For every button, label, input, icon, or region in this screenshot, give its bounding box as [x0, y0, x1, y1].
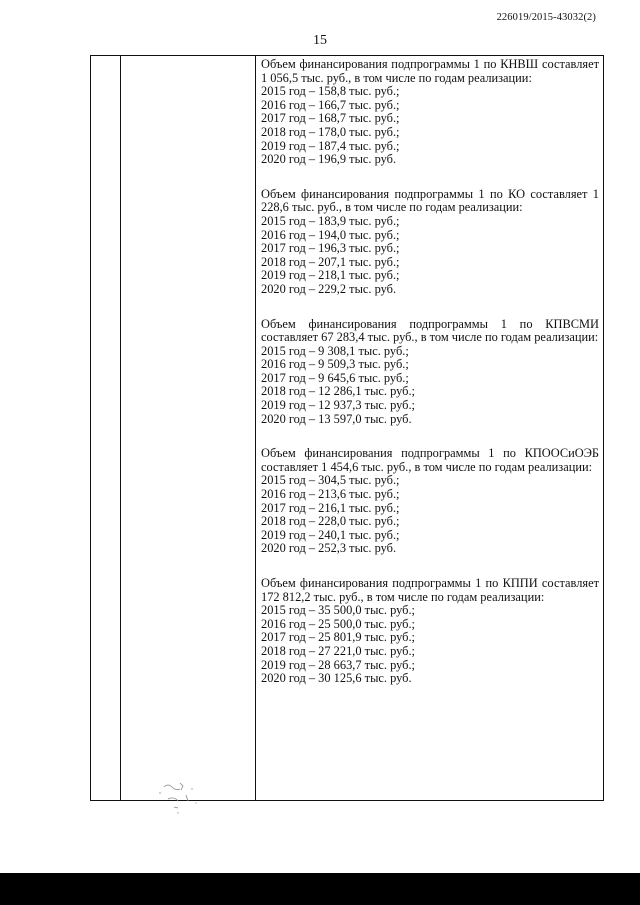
- year-line: 2020 год – 252,3 тыс. руб.: [261, 541, 397, 556]
- funding-paragraph: [261, 447, 599, 556]
- year-line: 2018 год – 228,0 тыс. руб.;: [261, 514, 400, 529]
- year-line: 2017 год – 216,1 тыс. руб.;: [261, 500, 400, 515]
- scan-border: [0, 873, 640, 905]
- year-line: 2020 год – 196,9 тыс. руб.: [261, 152, 397, 167]
- year-line: 2019 год – 12 937,3 тыс. руб.;: [261, 398, 415, 413]
- funding-intro: Объем финансирования подпрограммы 1 по КПООСиОЭБ составляет 1 454,6 тыс. руб., в том числе по годам реализации:: [261, 446, 599, 474]
- year-line: 2019 год – 28 663,7 тыс. руб.;: [261, 657, 415, 672]
- year-line: 2015 год – 9 308,1 тыс. руб.;: [261, 343, 409, 358]
- year-line: 2017 год – 25 801,9 тыс. руб.;: [261, 630, 415, 645]
- year-line: 2016 год – 213,6 тыс. руб.;: [261, 487, 400, 502]
- year-line: 2015 год – 304,5 тыс. руб.;: [261, 473, 400, 488]
- column-divider: [120, 56, 121, 800]
- column-divider: [255, 56, 256, 800]
- funding-intro: Объем финансирования подпрограммы 1 по КППИ составляет 172 812,2 тыс. руб., в том числе по годам реализации:: [261, 576, 599, 604]
- year-line: 2016 год – 194,0 тыс. руб.;: [261, 227, 400, 242]
- year-line: 2017 год – 168,7 тыс. руб.;: [261, 111, 400, 126]
- funding-paragraph: [261, 58, 599, 167]
- funding-text-cell: [261, 58, 599, 707]
- year-line: 2016 год – 25 500,0 тыс. руб.;: [261, 616, 415, 631]
- year-line: 2020 год – 30 125,6 тыс. руб.: [261, 671, 412, 686]
- scan-smudge: [150, 777, 210, 817]
- year-line: 2019 год – 218,1 тыс. руб.;: [261, 268, 400, 283]
- document-id: 226019/2015-43032(2): [496, 12, 596, 23]
- year-line: 2017 год – 196,3 тыс. руб.;: [261, 241, 400, 256]
- year-line: 2017 год – 9 645,6 тыс. руб.;: [261, 370, 409, 385]
- funding-table: [90, 55, 604, 801]
- page-number: 15: [313, 33, 327, 48]
- year-line: 2020 год – 229,2 тыс. руб.: [261, 281, 397, 296]
- year-line: 2015 год – 35 500,0 тыс. руб.;: [261, 603, 415, 618]
- funding-intro: Объем финансирования подпрограммы 1 по КПВСМИ составляет 67 283,4 тыс. руб., в том числе по годам реализации:: [261, 316, 599, 345]
- funding-paragraph: [261, 188, 599, 297]
- year-line: 2015 год – 158,8 тыс. руб.;: [261, 84, 400, 99]
- year-line: 2015 год – 183,9 тыс. руб.;: [261, 213, 400, 228]
- funding-intro: Объем финансирования подпрограммы 1 по КНВШ составляет 1 056,5 тыс. руб., в том числе по годам реализации:: [261, 57, 599, 85]
- funding-paragraph: [261, 577, 599, 686]
- year-line: 2019 год – 187,4 тыс. руб.;: [261, 138, 400, 153]
- year-line: 2016 год – 9 509,3 тыс. руб.;: [261, 357, 409, 372]
- year-line: 2018 год – 178,0 тыс. руб.;: [261, 124, 400, 139]
- year-line: 2018 год – 12 286,1 тыс. руб.;: [261, 384, 415, 399]
- year-line: 2020 год – 13 597,0 тыс. руб.: [261, 411, 412, 426]
- year-line: 2018 год – 27 221,0 тыс. руб.;: [261, 643, 415, 658]
- funding-paragraph: [261, 318, 599, 427]
- year-line: 2019 год – 240,1 тыс. руб.;: [261, 527, 400, 542]
- funding-intro: Объем финансирования подпрограммы 1 по КО составляет 1 228,6 тыс. руб., в том числе по годам реализации:: [261, 186, 599, 215]
- year-line: 2016 год – 166,7 тыс. руб.;: [261, 97, 400, 112]
- year-line: 2018 год – 207,1 тыс. руб.;: [261, 254, 400, 269]
